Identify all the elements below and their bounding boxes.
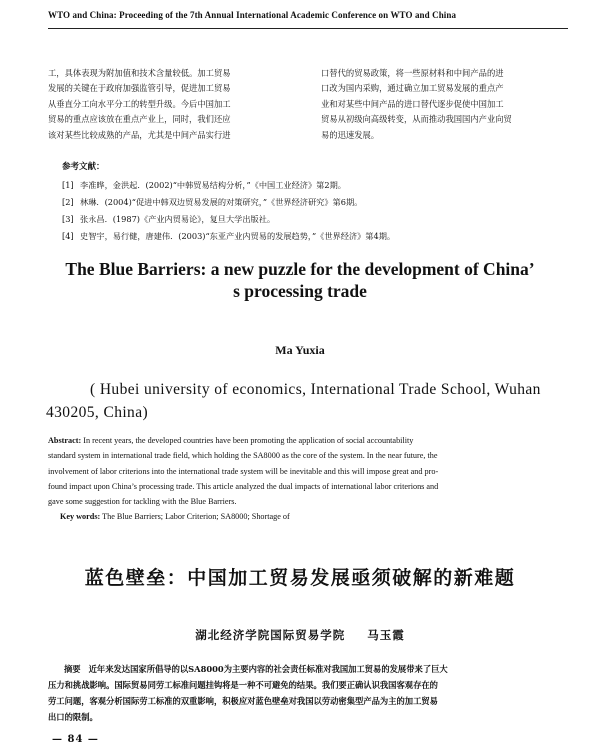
english-author: Ma Yuxia [275,343,325,357]
english-title-line-2: s processing trade [233,281,367,301]
abstract-line: found impact upon China’s processing trade. This article analyzed the dual impacts of international labor criterions and [48,481,439,491]
english-affiliation-line-1: ( Hubei university of economics, International Trade School, Wuhan [90,381,541,398]
abstract-line: gave some suggestion for tackling with the Blue Barriers. [48,497,237,507]
reference-text: 史智宇，易行健，唐建伟．(2003)“东亚产业内贸易的发展趋势，”《世界经济》第4期。 [80,231,396,241]
reference-number: [3] [62,214,74,224]
chinese-affiliation [0,627,600,643]
abstract-label: Abstract: [48,436,82,445]
body-line: 贸易从初级向高级转变，从而推动我国国内产业向贸 [321,114,512,125]
chinese-abstract-text: 近年来发达国家所倡导的以SA8000为主要内容的社会责任标准对我国加工贸易的发展带来了巨大 [88,664,448,674]
reference-item [62,214,275,225]
chinese-author: 马玉霞 [367,628,405,642]
reference-text: 李准晔，金洪起．(2002)“中韩贸易结构分析，”《中国工业经济》第2期。 [80,180,346,190]
english-affiliation-line-2: 430205, China) [46,404,149,421]
chinese-abstract-line: 劳工问题，客观分析国际劳工标准的双重影响，积极应对蓝色壁垒对我国以劳动密集型产品为主的加工贸易 [48,696,438,706]
english-abstract [48,433,570,509]
chinese-abstract-line: 压力和挑战影响。国际贸易同劳工标准问题挂钩将是一种不可避免的结果。我们要正确认识我国客观存在的 [48,680,438,690]
keywords [60,512,290,521]
body-column-left [48,66,293,143]
body-column-right [321,66,569,143]
reference-text: 林琳．(2004)“促进中韩双边贸易发展的对策研究，”《世界经济研究》第6期。 [80,197,363,207]
keywords-label: Key words: [60,512,101,521]
running-head: WTO and China: Proceeding of the 7th Annual International Academic Conference on WTO and China [48,10,457,20]
body-line: 工，具体表现为附加值和技术含量较低。加工贸易 [48,68,231,78]
reference-item [62,231,395,242]
body-line: 该对某些比较成熟的产品，尤其是中间产品实行进 [48,129,231,140]
page-number: — 84 — [52,734,99,745]
references-heading: 参考文献： [62,162,105,172]
abstract-line: involvement of labor criterions into the international trade system will be inevitable and this will impose great and pro- [48,466,439,476]
chinese-abstract-label: 摘要 [64,664,81,674]
chinese-abstract [48,661,572,725]
abstract-text: In recent years, the developed countries have been promoting the application of social accountability [81,436,414,445]
body-line: 业和对某些中间产品的进口替代逐步促使中国加工 [321,98,504,109]
body-line: 发展的关键在于政府加强监管引导，促进加工贸易 [48,83,231,94]
body-line: 从垂直分工向水平分工的转型升级。今后中国加工 [48,98,231,109]
keywords-text: The Blue Barriers; Labor Criterion; SA8000; Shortage of [100,512,290,521]
chinese-abstract-line [48,661,572,677]
abstract-line [48,433,570,448]
body-line: 贸易的重点应该放在重点产业上，同时，我们还应 [48,114,231,125]
abstract-line: standard system in international trade field, which holding the SA8000 as the core of the system. In the near future, the [48,451,438,461]
reference-item [62,197,362,208]
reference-number: [4] [62,231,74,241]
chinese-title: 蓝色壁垒：中国加工贸易发展亟须破解的新难题 [84,567,516,589]
reference-number: [2] [62,197,74,207]
reference-item [62,180,346,191]
body-line: 易的迅速发展。 [321,129,380,140]
chinese-abstract-line: 出口的限制。 [48,712,98,722]
header-rule [48,28,568,29]
reference-text: 张永昌．(1987)《产业内贸易论》，复旦大学出版社。 [80,214,276,224]
body-line: 口改为国内采购，通过确立加工贸易发展的重点产 [321,83,504,94]
english-title-line-1: The Blue Barriers: a new puzzle for the development of China’ [65,259,535,279]
chinese-institution: 湖北经济学院国际贸易学院 [195,628,346,642]
reference-number: [1] [62,180,74,190]
body-line: 口替代的贸易政策，将一些原材料和中间产品的进 [321,68,504,78]
